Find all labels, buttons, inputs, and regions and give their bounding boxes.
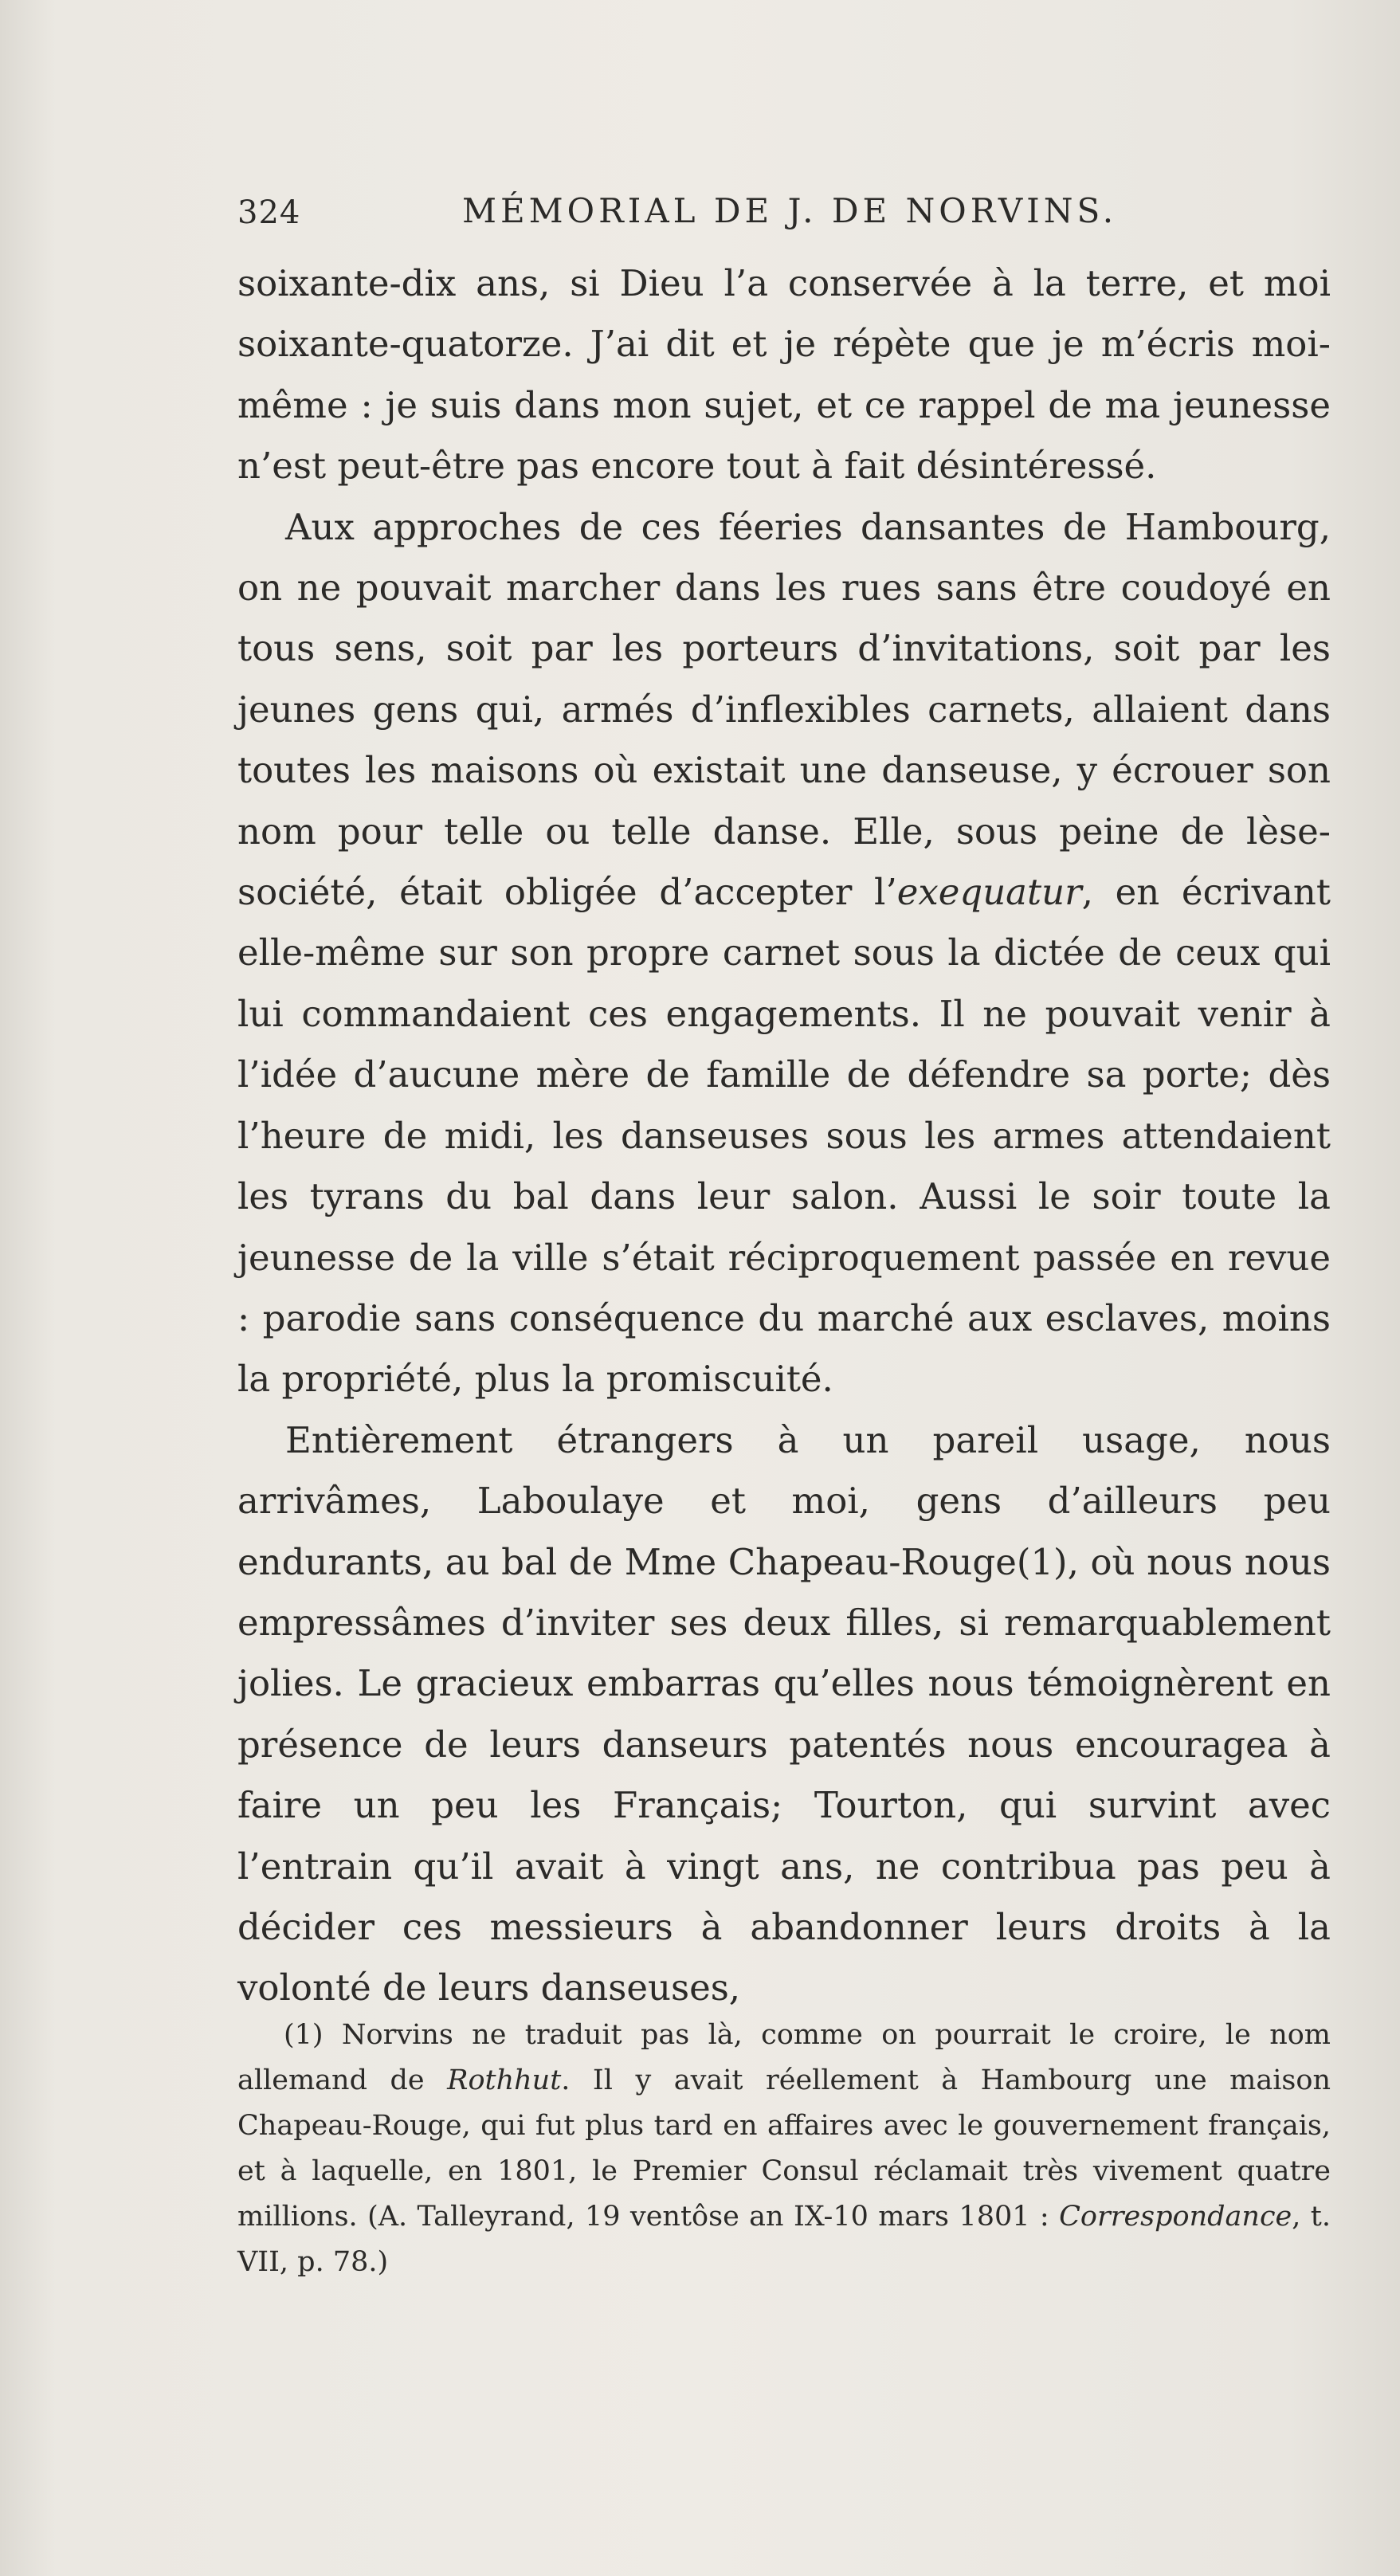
paragraph-2-text-end: , en écrivant elle-même sur son propre carnet sous la dictée de ceux qui lui commandaient ces engagements. Il ne pouvait venir à l’idée d’aucune mère de famille de défendre sa porte; dès l’heure de midi, les danseuses sous les armes attendaient les tyrans du bal dans leur salon. Aussi le soir toute la jeunesse de la ville s’était réciproquement passée en revue : parodie sans conséquence du marché aux esclaves, moins la propriété, plus la promiscuité.: [237, 871, 1331, 1401]
paragraph-1-text: soixante-dix ans, si Dieu l’a conservée à la terre, et moi soixante-quatorze. J’ai dit et je répète que je m’écris moi-même : je suis dans mon sujet, et ce rappel de ma jeunesse n’est peut-être pas encore tout à fait désintéressé.: [237, 262, 1331, 488]
page-number: 324: [237, 194, 301, 231]
paragraph-2-italic-term: exequatur: [896, 871, 1082, 914]
footnote-italic-correspondance: Correspondance: [1059, 2201, 1292, 2233]
paragraph-3: [237, 1410, 1331, 2019]
footnote-1: [237, 2013, 1331, 2285]
running-title: MÉMORIAL DE J. DE NORVINS.: [462, 191, 1118, 230]
footnote-text-1: (1) Norvins ne traduit pas là, comme on pourrait le croire, le nom allemand de: [237, 2019, 1331, 2096]
paragraph-1: [237, 253, 1331, 497]
footnote-text-2: . Il y avait réellement à Hambourg une maison Chapeau-Rouge, qui fut plus tard en affaires avec le gouvernement français, et à laquelle, en 1801, le Premier Consul réclamait très vivement quatre millions. (A. Talleyrand, 19 ventôse an IX-10 mars 1801 :: [237, 2064, 1331, 2233]
footnote-text-3: , t. VII, p. 78.): [237, 2201, 1331, 2278]
body-text: [237, 253, 1331, 2019]
footnote-italic-rothhut: Rothhut: [447, 2064, 562, 2096]
paragraph-3-text: Entièrement étrangers à un pareil usage, nous arrivâmes, Laboulaye et moi, gens d’ailleurs peu endurants, au bal de Mme Chapeau-Rouge(1), où nous nous empressâmes d’inviter ses deux filles, si remarquablement jolies. Le gracieux embarras qu’elles nous témoignèrent en présence de leurs danseurs patentés nous encouragea à faire un peu les Français; Tourton, qui survint avec l’entrain qu’il avait à vingt ans, ne contribua pas peu à décider ces messieurs à abandonner leurs droits à la volonté de leurs danseuses,: [237, 1418, 1331, 2009]
paragraph-2-text-start: Aux approches de ces féeries dansantes de Hambourg, on ne pouvait marcher dans les rues sans être coudoyé en tous sens, soit par les porteurs d’invitations, soit par les jeunes gens qui, armés d’inflexibles carnets, allaient dans toutes les maisons où existait une danseuse, y écrouer son nom pour telle ou telle danse. Elle, sous peine de lèse-société, était obligée d’accepter l’: [237, 505, 1331, 914]
running-head: [237, 182, 1345, 253]
paragraph-2: [237, 497, 1331, 1410]
footnote: [237, 2013, 1331, 2285]
